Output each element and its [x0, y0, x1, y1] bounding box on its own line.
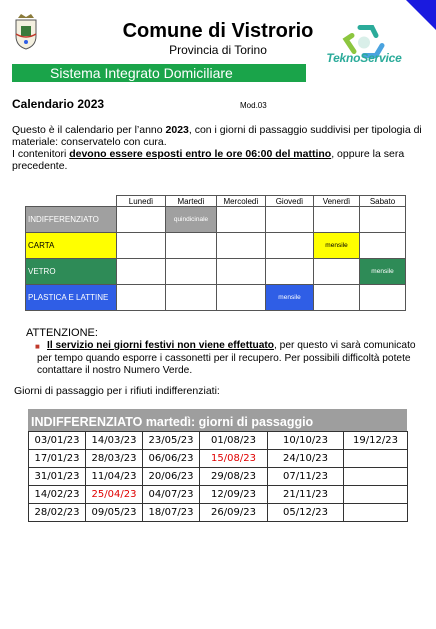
schedule-cell: [360, 285, 406, 311]
calendar-title: Calendario 2023: [12, 97, 105, 111]
row-label: CARTA: [26, 233, 117, 259]
date-cell: [344, 468, 408, 486]
schedule-cell-marked: mensile: [266, 285, 314, 311]
date-cell: 04/07/23: [143, 486, 200, 504]
date-cell: 29/08/23: [200, 468, 268, 486]
date-cell: [344, 486, 408, 504]
day-header: Giovedì: [266, 196, 314, 207]
schedule-cell: [314, 207, 360, 233]
schedule-cell-marked: mensile: [360, 259, 406, 285]
date-cell: 21/11/23: [268, 486, 344, 504]
schedule-cell-marked: quindicinale: [166, 207, 217, 233]
schedule-row-indifferenziato: [26, 207, 406, 233]
date-cell: 28/03/23: [86, 450, 143, 468]
schedule-cell: [217, 259, 266, 285]
date-cell: 05/12/23: [268, 504, 344, 522]
schedule-cell: [117, 207, 166, 233]
date-cell: 01/08/23: [200, 432, 268, 450]
row-label: INDIFFERENZIATO: [26, 207, 117, 233]
dates-table-header: INDIFFERENZIATO martedì: giorni di passaggio: [28, 409, 407, 431]
schedule-cell: [117, 233, 166, 259]
schedule-row-carta: [26, 233, 406, 259]
intro-paragraph: Questo è il calendario per l’anno 2023, con i giorni di passaggio suddivisi per tipologia di materiale: conservatelo con cura. I contenitori devono essere esposti entro le ore 06:00 del mattino, oppure la sera precedente.: [12, 124, 422, 172]
logo-text: TeknoService: [326, 51, 402, 65]
table-row: [29, 468, 408, 486]
dates-section-label: Giorni di passaggio per i rifiuti indifferenziati:: [14, 385, 220, 397]
schedule-cell: [217, 233, 266, 259]
day-header: Martedì: [166, 196, 217, 207]
table-row: [29, 450, 408, 468]
date-cell: 14/02/23: [29, 486, 86, 504]
module-code: Mod.03: [240, 101, 267, 110]
table-row: [29, 504, 408, 522]
day-header: Lunedì: [117, 196, 166, 207]
page-title: Comune di Vistrorio: [122, 20, 314, 42]
date-cell: 12/09/23: [200, 486, 268, 504]
schedule-cell: [360, 207, 406, 233]
schedule-cell: [166, 233, 217, 259]
collection-schedule-table: [25, 195, 406, 311]
date-cell: 09/05/23: [86, 504, 143, 522]
date-cell: 19/12/23: [344, 432, 408, 450]
date-cell: 10/10/23: [268, 432, 344, 450]
date-cell: [344, 450, 408, 468]
date-cell: 03/01/23: [29, 432, 86, 450]
date-cell: 11/04/23: [86, 468, 143, 486]
schedule-cell-marked: mensile: [314, 233, 360, 259]
schedule-cell: [314, 259, 360, 285]
schedule-cell: [117, 285, 166, 311]
date-cell: 31/01/23: [29, 468, 86, 486]
day-header: Mercoledì: [217, 196, 266, 207]
schedule-cell: [266, 233, 314, 259]
date-cell: 18/07/23: [143, 504, 200, 522]
table-row: [29, 432, 408, 450]
date-cell: [344, 504, 408, 522]
date-cell: 20/06/23: [143, 468, 200, 486]
collection-dates-table: [28, 431, 408, 522]
schedule-cell: [266, 259, 314, 285]
date-cell: 14/03/23: [86, 432, 143, 450]
date-cell: 17/01/23: [29, 450, 86, 468]
date-cell: 06/06/23: [143, 450, 200, 468]
row-label: VETRO: [26, 259, 117, 285]
schedule-cell: [166, 285, 217, 311]
date-cell: 15/08/23: [200, 450, 268, 468]
date-cell: 28/02/23: [29, 504, 86, 522]
schedule-cell: [314, 285, 360, 311]
schedule-row-vetro: [26, 259, 406, 285]
schedule-cell: [266, 207, 314, 233]
row-label: PLASTICA E LATTINE: [26, 285, 117, 311]
schedule-row-plastica: [26, 285, 406, 311]
schedule-cell: [117, 259, 166, 285]
day-header: Sabato: [360, 196, 406, 207]
date-cell: 26/09/23: [200, 504, 268, 522]
date-cell: 23/05/23: [143, 432, 200, 450]
day-header: Venerdì: [314, 196, 360, 207]
attention-text: ■ Il servizio nei giorni festivi non viene effettuato, per questo vi sarà comunicato per tempo quando esporre i cassonetti per il recupero. Per possibili difficoltà potete contattare il nostro Numero Verde.: [35, 340, 416, 376]
page-subtitle: Provincia di Torino: [169, 43, 267, 57]
service-banner: Sistema Integrato Domiciliare: [12, 64, 306, 82]
date-cell: 24/10/23: [268, 450, 344, 468]
schedule-cell: [166, 259, 217, 285]
schedule-cell: [217, 285, 266, 311]
corner-cell: [26, 196, 117, 207]
table-row: [29, 486, 408, 504]
bullet-icon: ■: [35, 342, 40, 351]
date-cell: 25/04/23: [86, 486, 143, 504]
date-cell: 07/11/23: [268, 468, 344, 486]
schedule-cell: [360, 233, 406, 259]
attention-title: ATTENZIONE:: [26, 327, 98, 339]
schedule-cell: [217, 207, 266, 233]
